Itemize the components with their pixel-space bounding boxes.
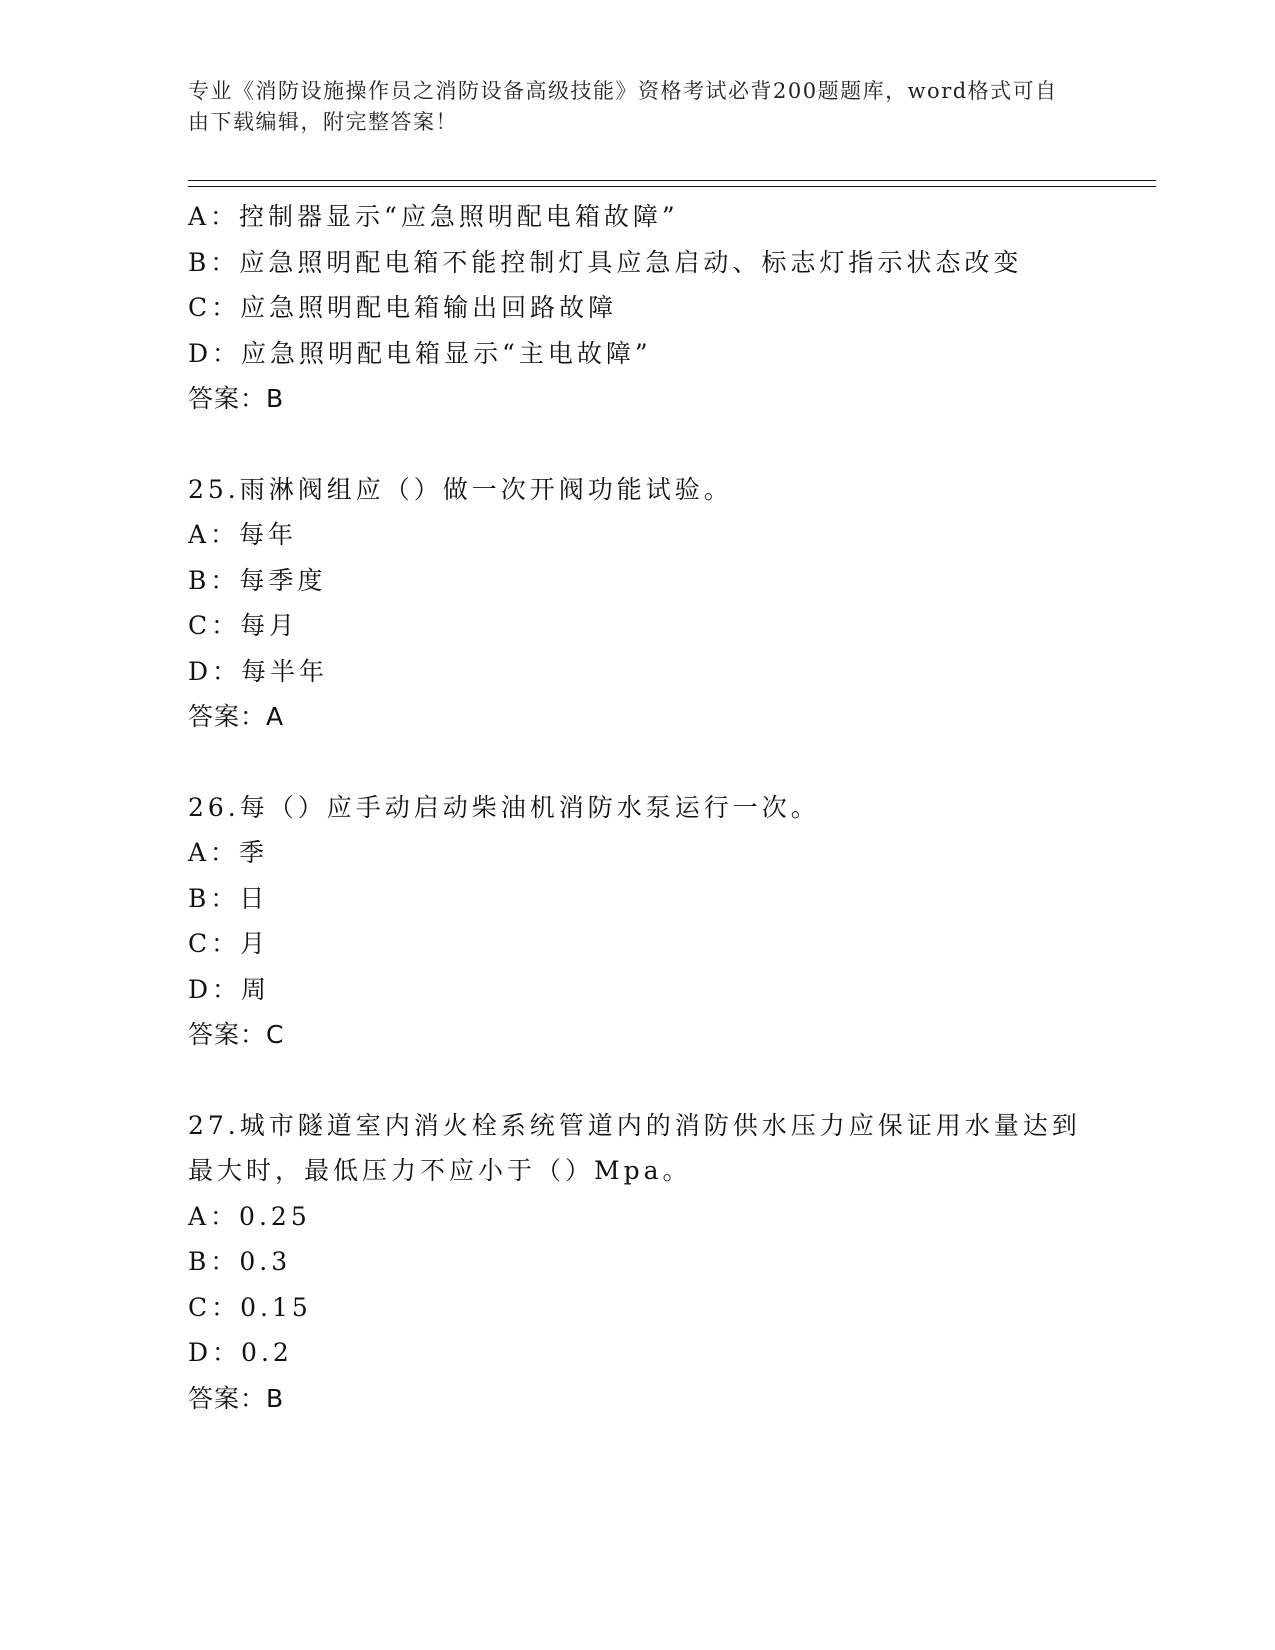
question-27	[188, 1103, 1088, 1422]
question-25	[188, 467, 1088, 740]
option-d: D：周	[188, 974, 271, 1004]
question-stem: 27.城市隧道室内消火栓系统管道内的消防供水压力应保证用水量达到最大时，最低压力不应小于（）Mpa。	[188, 1110, 1081, 1185]
answer-text: 答案：A	[188, 702, 285, 731]
question-24-partial	[188, 194, 1088, 422]
option-c: C：每月	[188, 611, 299, 640]
option-d: D：每半年	[188, 656, 329, 686]
question-stem: 25.雨淋阀组应（）做一次开阀功能试验。	[188, 474, 733, 504]
answer-text: 答案：B	[188, 1383, 285, 1413]
option-a: A：季	[188, 838, 269, 867]
spacer	[188, 1058, 1088, 1103]
option-d: D：0.2	[188, 1338, 293, 1367]
answer-text: 答案：B	[188, 384, 285, 413]
option-b: B：日	[188, 883, 269, 913]
option-c: C：月	[188, 929, 270, 958]
option-c: C：0.15	[188, 1292, 312, 1322]
option-b: B：0.3	[188, 1247, 292, 1276]
question-list	[188, 194, 1088, 1421]
option-a: A：0.25	[188, 1201, 311, 1231]
question-26	[188, 785, 1088, 1058]
option-c: C：应急照明配电箱输出回路故障	[188, 293, 618, 322]
option-b: B：应急照明配电箱不能控制灯具应急启动、标志灯指示状态改变	[188, 247, 1023, 277]
option-a: A：每年	[188, 520, 298, 549]
question-stem: 26.每（）应手动启动柴油机消防水泵运行一次。	[188, 792, 820, 822]
option-b: B：每季度	[188, 565, 327, 595]
header-divider	[188, 180, 1156, 187]
option-d: D：应急照明配电箱显示“主电故障”	[188, 338, 652, 368]
option-a: A：控制器显示“应急照明配电箱故障”	[188, 202, 679, 231]
spacer	[188, 422, 1088, 467]
document-intro: 专业《消防设施操作员之消防设备高级技能》资格考试必背200题题库，word格式可自由下载编辑，附完整答案！	[188, 79, 1058, 134]
answer-text: 答案：C	[188, 1020, 285, 1049]
spacer	[188, 740, 1088, 785]
